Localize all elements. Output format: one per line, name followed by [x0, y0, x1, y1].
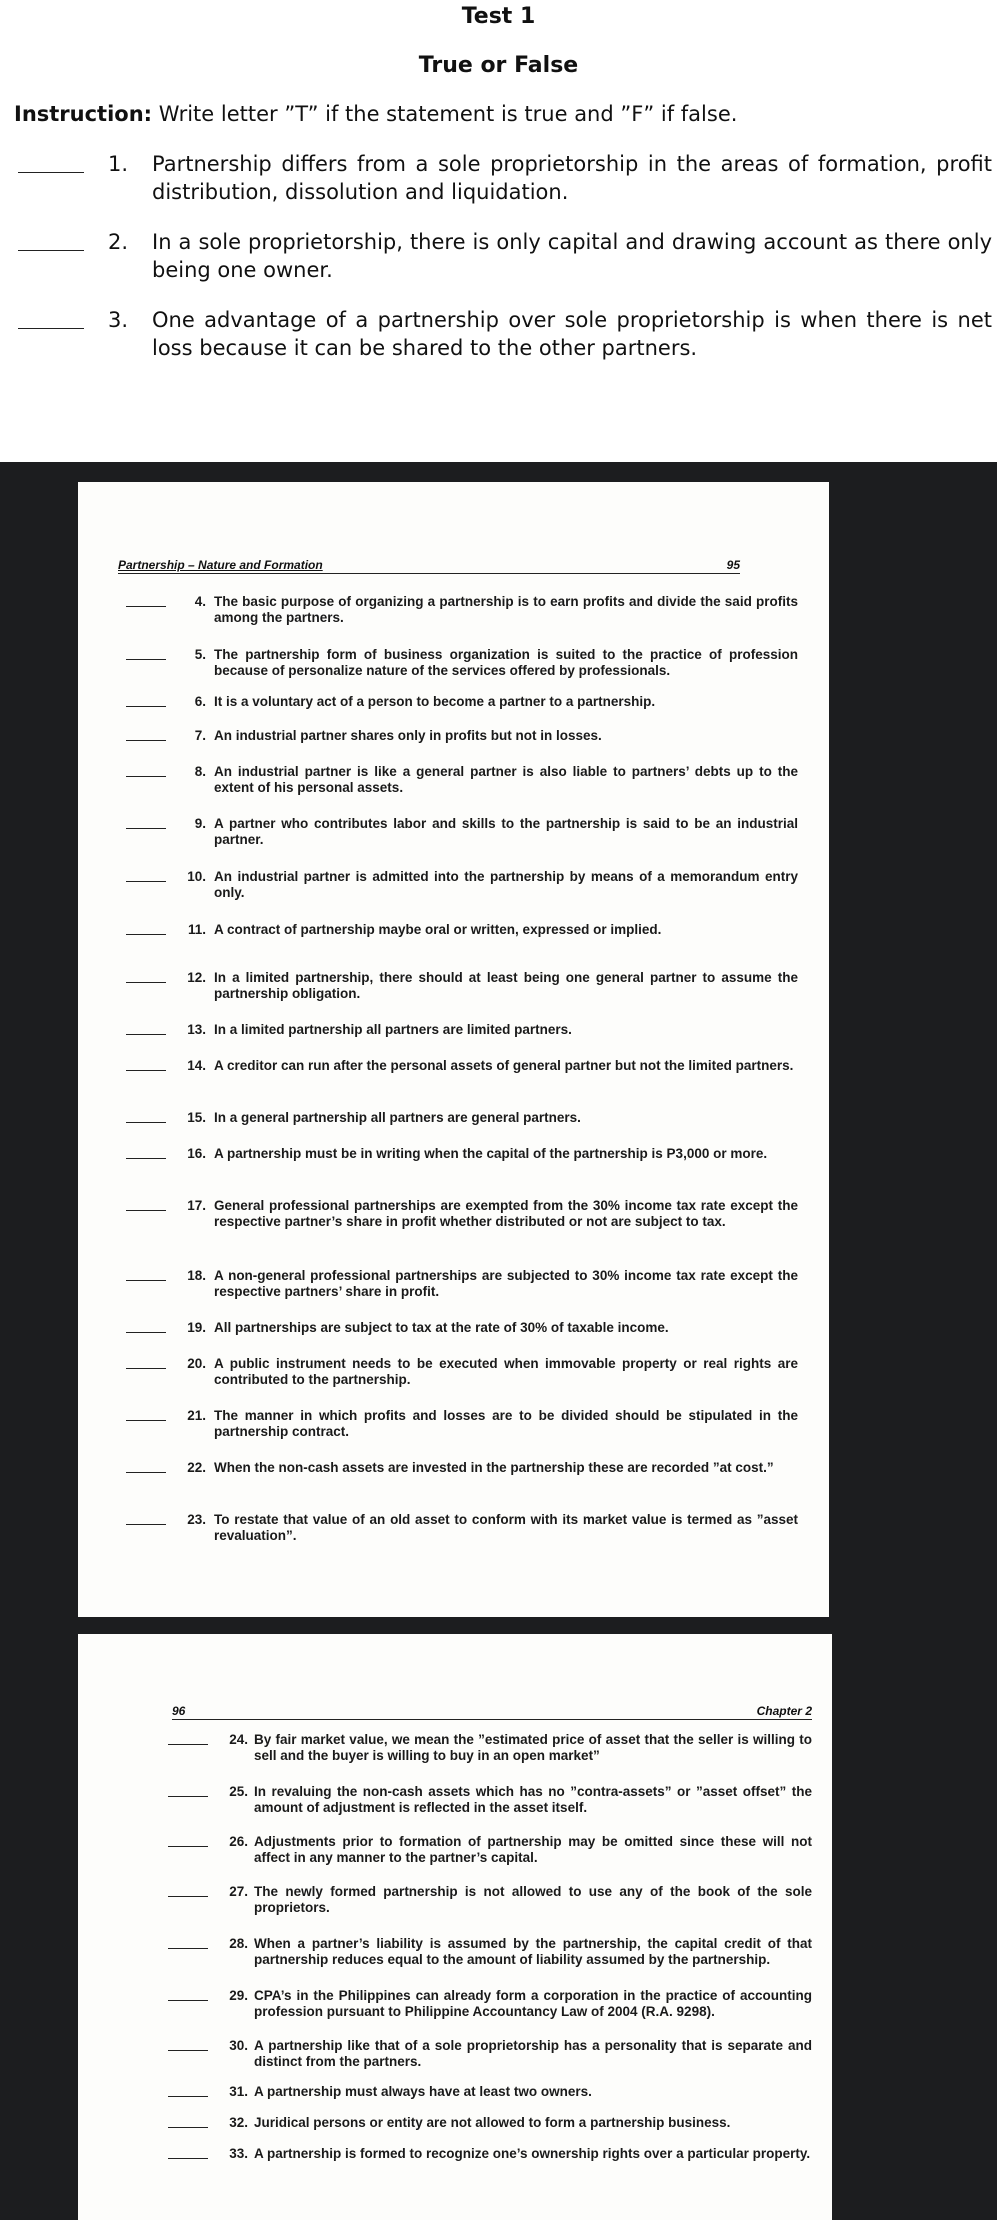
question-number: 1.	[108, 152, 129, 176]
question-text: The newly formed partnership is not allowed to use any of the book of the sole proprietors.	[254, 1884, 812, 1915]
question-text: Partnership differs from a sole proprietorship in the areas of formation, profit distribution, dissolution and liquidation.	[152, 152, 992, 204]
question-number: 29.	[229, 1988, 248, 2003]
answer-blank[interactable]	[126, 1524, 166, 1525]
answer-blank[interactable]	[126, 1210, 166, 1211]
question-text: In a sole proprietorship, there is only capital and drawing account as there only being one owner.	[152, 230, 992, 282]
question-text: A public instrument needs to be executed when immovable property or real rights are contributed to the partnership.	[214, 1356, 798, 1387]
question-number: 6.	[194, 694, 206, 709]
question-number: 24.	[229, 1732, 248, 1747]
question-number: 15.	[187, 1110, 206, 1125]
answer-blank[interactable]	[126, 1332, 166, 1333]
question-text: When a partner’s liability is assumed by the partnership, the capital credit of that partnership reduces equal to the amount of liability assumed by the partnership.	[254, 1936, 812, 1967]
question-number: 3.	[108, 308, 129, 332]
question-text: A non-general professional partnerships are subjected to 30% income tax rate except the respective partners’ share in profit.	[214, 1268, 798, 1299]
question-text: The basic purpose of organizing a partnership is to earn profits and divide the said profits among the partners.	[214, 594, 798, 625]
answer-blank[interactable]	[126, 1368, 166, 1369]
answer-blank[interactable]	[168, 2127, 208, 2128]
question-text: A partnership is formed to recognize one’s ownership rights over a particular property.	[254, 2146, 811, 2161]
answer-blank[interactable]	[168, 1896, 208, 1897]
question-number: 14.	[187, 1058, 206, 1073]
test-title: Test 1	[461, 4, 536, 29]
question-text: When the non-cash assets are invested in the partnership these are recorded ”at cost.”	[214, 1460, 774, 1475]
question-text: A partnership like that of a sole proprietorship has a personality that is separate and distinct from the partners.	[254, 2038, 812, 2069]
answer-blank[interactable]	[126, 828, 166, 829]
answer-blank[interactable]	[126, 740, 166, 741]
question-number: 33.	[229, 2146, 248, 2161]
answer-blank[interactable]	[126, 659, 166, 660]
answer-blank[interactable]	[168, 2158, 208, 2159]
question-number: 5.	[194, 647, 206, 662]
answer-blank[interactable]	[168, 1744, 208, 1745]
scanned-page-95	[78, 482, 829, 1617]
question-number: 20.	[187, 1356, 206, 1371]
question-text: An industrial partner shares only in profits but not in losses.	[214, 728, 602, 743]
answer-blank[interactable]	[126, 606, 166, 607]
test-subtitle: True or False	[418, 53, 579, 78]
question-number: 28.	[229, 1936, 248, 1951]
answer-blank[interactable]	[168, 2000, 208, 2001]
answer-blank[interactable]	[126, 934, 166, 935]
question-text: An industrial partner is admitted into the partnership by means of a memorandum entry only.	[214, 869, 798, 900]
question-number: 25.	[229, 1784, 248, 1799]
question-text: A creditor can run after the personal assets of general partner but not the limited partners.	[214, 1058, 794, 1073]
question-text: Juridical persons or entity are not allowed to form a partnership business.	[254, 2115, 731, 2130]
page-number: 95	[726, 558, 740, 572]
question-text: A contract of partnership maybe oral or written, expressed or implied.	[214, 922, 662, 937]
question-text: In a limited partnership, there should at least being one general partner to assume the partnership obligation.	[214, 970, 798, 1001]
question-number: 2.	[108, 230, 129, 254]
page-header	[118, 556, 740, 574]
answer-blank[interactable]	[126, 982, 166, 983]
answer-blank[interactable]	[126, 1034, 166, 1035]
question-text: One advantage of a partnership over sole proprietorship is when there is net loss because it can be shared to the other partners.	[152, 308, 992, 360]
answer-blank[interactable]	[126, 1420, 166, 1421]
answer-blank[interactable]	[126, 1122, 166, 1123]
question-number: 22.	[187, 1460, 206, 1475]
question-text: Adjustments prior to formation of partnership may be omitted since these will not affect in any manner to the partner’s capital.	[254, 1834, 812, 1865]
question-number: 17.	[187, 1198, 206, 1213]
typed-test-section	[0, 0, 997, 462]
answer-blank[interactable]	[126, 1158, 166, 1159]
question-number: 21.	[187, 1408, 206, 1423]
question-text: All partnerships are subject to tax at the rate of 30% of taxable income.	[214, 1320, 669, 1335]
answer-blank[interactable]	[126, 1070, 166, 1071]
question-number: 7.	[194, 728, 206, 743]
question-text: General professional partnerships are exempted from the 30% income tax rate except the respective partner’s share in profit whether distributed or not are subject to tax.	[214, 1198, 798, 1229]
instruction-label: Instruction:	[14, 102, 153, 126]
answer-blank[interactable]	[18, 328, 84, 329]
page-header-chapter: Chapter 2	[756, 1704, 812, 1718]
question-number: 11.	[187, 922, 206, 937]
question-text: A partnership must be in writing when the capital of the partnership is P3,000 or more.	[214, 1146, 768, 1161]
question-text: A partner who contributes labor and skills to the partnership is said to be an industrial partner.	[214, 816, 798, 847]
answer-blank[interactable]	[18, 172, 84, 173]
question-number: 18.	[187, 1268, 206, 1283]
question-text: To restate that value of an old asset to conform with its market value is termed as ”asset revaluation”.	[214, 1512, 798, 1543]
answer-blank[interactable]	[168, 2050, 208, 2051]
question-text: An industrial partner is like a general partner is also liable to partners’ debts up to the extent of his personal assets.	[214, 764, 798, 795]
answer-blank[interactable]	[168, 1796, 208, 1797]
page-header	[172, 1702, 812, 1720]
question-number: 30.	[229, 2038, 248, 2053]
question-number: 10.	[187, 869, 206, 884]
question-number: 13.	[187, 1022, 206, 1037]
answer-blank[interactable]	[126, 776, 166, 777]
answer-blank[interactable]	[126, 1280, 166, 1281]
question-text: It is a voluntary act of a person to become a partner to a partnership.	[214, 694, 656, 709]
question-text: In a limited partnership all partners are limited partners.	[214, 1022, 572, 1037]
instruction-text: Write letter ”T” if the statement is true and ”F” if false.	[158, 102, 738, 126]
question-number: 12.	[187, 970, 206, 985]
question-text: By fair market value, we mean the ”estimated price of asset that the seller is willing to sell and the buyer is willing to buy in an open market”	[254, 1732, 812, 1763]
scanned-page-96	[78, 1634, 832, 2220]
answer-blank[interactable]	[126, 706, 166, 707]
question-text: A partnership must always have at least two owners.	[254, 2084, 592, 2099]
question-number: 16.	[187, 1146, 206, 1161]
question-text: CPA’s in the Philippines can already form a corporation in the practice of accounting profession pursuant to Philippine Accountancy Law of 2004 (R.A. 9298).	[254, 1988, 812, 2019]
answer-blank[interactable]	[168, 1846, 208, 1847]
question-number: 32.	[229, 2115, 248, 2130]
answer-blank[interactable]	[126, 1472, 166, 1473]
question-text: The manner in which profits and losses are to be divided should be stipulated in the partnership contract.	[214, 1408, 798, 1439]
instruction	[14, 102, 737, 126]
question-text: In a general partnership all partners are general partners.	[214, 1110, 581, 1125]
question-number: 26.	[229, 1834, 248, 1849]
question-number: 27.	[229, 1884, 248, 1899]
answer-blank[interactable]	[168, 1948, 208, 1949]
page-number: 96	[172, 1704, 186, 1718]
question-number: 19.	[187, 1320, 206, 1335]
question-number: 8.	[194, 764, 206, 779]
page-header-title: Partnership – Nature and Formation	[118, 558, 323, 572]
answer-blank[interactable]	[168, 2096, 208, 2097]
question-number: 31.	[229, 2084, 248, 2099]
question-number: 9.	[194, 816, 206, 831]
answer-blank[interactable]	[126, 881, 166, 882]
question-number: 4.	[194, 594, 206, 609]
question-number: 23.	[187, 1512, 206, 1527]
question-text: The partnership form of business organization is suited to the practice of profession because of personalize nature of the services offered by professionals.	[214, 647, 798, 678]
answer-blank[interactable]	[18, 250, 84, 251]
question-text: In revaluing the non-cash assets which has no ”contra-assets” or ”asset offset” the amount of adjustment is reflected in the asset itself.	[254, 1784, 812, 1815]
